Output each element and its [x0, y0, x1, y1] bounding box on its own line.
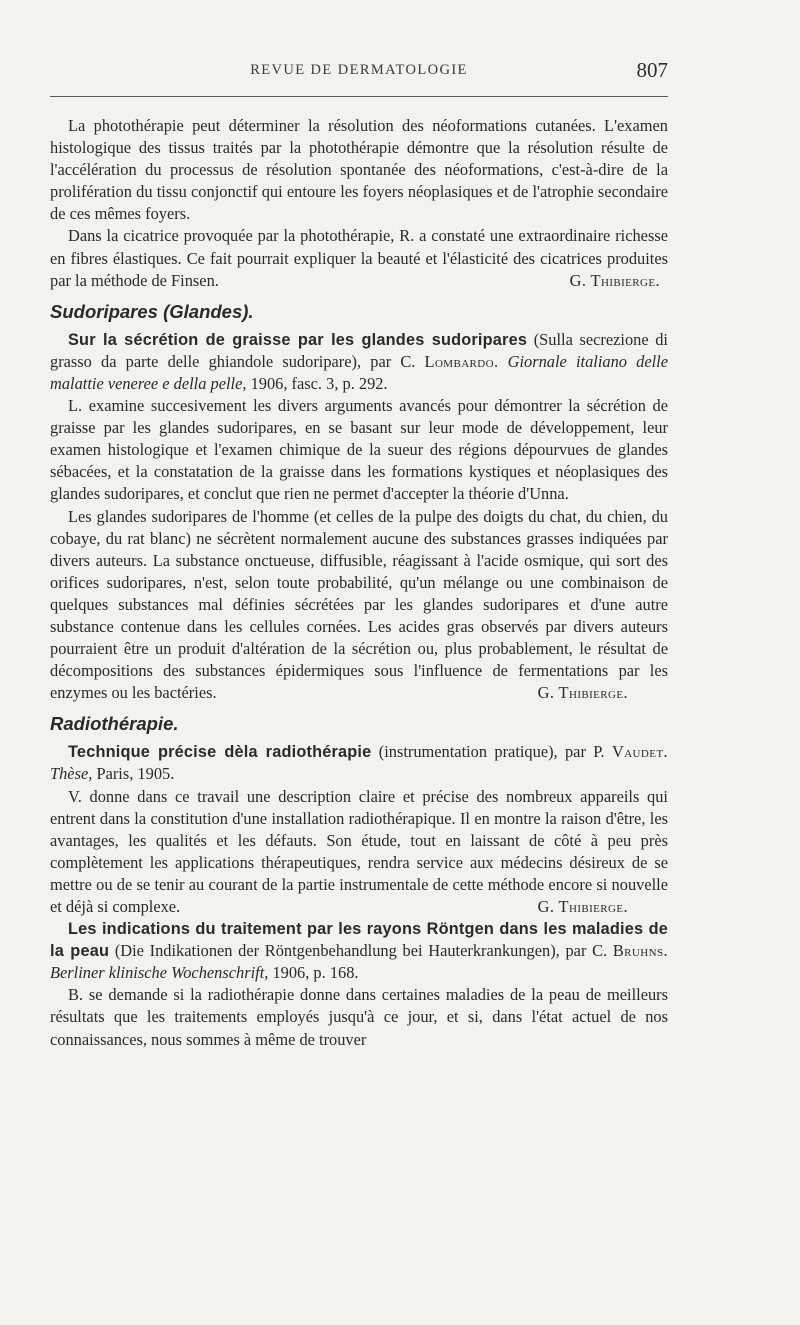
- author-name: Vaudet.: [611, 742, 668, 762]
- article-title: Sur la sécrétion de graisse par les glandes sudoripares: [68, 330, 528, 349]
- journal-name: Giornale italiano delle malattie veneree e della pelle,: [50, 351, 668, 393]
- citation-text: (instrumentation pratique), par P.: [378, 742, 605, 762]
- paragraph: [50, 225, 668, 291]
- citation-details: 1906, p. 168.: [272, 963, 359, 983]
- article-title: Technique précise dèla radiothérapie: [68, 743, 372, 762]
- body-text: [50, 115, 668, 1051]
- citation-details: Paris, 1905.: [96, 764, 175, 784]
- paragraph: B. se demande si la radiothérapie donne dans certaines maladies de la peau de meilleurs résultats que les traitements employés jusqu'à ce jour, et si, dans l'état actuel de nos connaissances, nous sommes à même de trouver: [50, 985, 668, 1049]
- signature: G. Thibierge.: [537, 683, 628, 703]
- page-number: 807: [636, 58, 668, 82]
- paragraph: La photothérapie peut déterminer la résolution des néoformations cutanées. L'examen histologique des tissus traités par la photothérapie démontre que la résolution résulte de l'accélération du processus de résolution spontanée des néoformations, c'est-à-dire de la prolifération du tissu conjonctif qui entoure les foyers néoplasiques et de l'atrophie secondaire de ces mêmes foyers.: [50, 116, 668, 224]
- author-name: Lombardo.: [424, 351, 499, 371]
- signature: G. Thibierge.: [569, 270, 660, 290]
- citation-text: (Sulla secrezione di grasso da parte delle ghiandole sudoripare), par C.: [50, 329, 668, 371]
- running-title: REVUE DE DERMATOLOGIE: [250, 62, 468, 78]
- signature: G. Thibierge.: [537, 897, 628, 916]
- citation-text: (Die Indikationen der Röntgenbehandlung bei Hauterkrankungen), par C.: [114, 941, 608, 961]
- article-citation: [50, 918, 668, 984]
- paragraph-text: Les glandes sudoripares de l'homme (et celles de la pulpe des doigts du chat, du chien, du cobaye, du rat blanc) ne sécrètent normalement aucune des substances grasses indiquées par divers auteurs. La substance onctueuse, diffusible, réagissant à l'acide osmique, qui sort des orifices sudoripares, n'est, selon toute probabilité, qu'un mélange ou une combinaison de quelques substances mal définies sécrétées par les glandes sudoripares et d'une autre substance contenue dans les cellules cornées. Les acides gras observés par divers auteurs pourraient être un produit d'altération de la sécrétion ou, plus probablement, le résultat de décompositions des substances épidermiques sous l'influence de fermentations par les enzymes ou les bactéries.: [50, 506, 668, 703]
- paragraph: L. examine succesivement les divers arguments avancés pour démontrer la sécrétion de graisse par les glandes sudoripares, en se basant sur leur mode de développement, leur examen histologique et l'examen chimique de la sueur des régions dépourvues de glandes sébacées, et la constatation de la graisse dans les formations kystiques et néoplasiques des glandes sudoripares, et conclut que rien ne permet d'accepter la théorie d'Unna.: [50, 396, 668, 504]
- paragraph: [50, 786, 668, 919]
- paragraph-text: Dans la cicatrice provoquée par la photothérapie, R. a constaté une extraordinaire richesse en fibres élastiques. Ce fait pourrait expliquer la beauté et l'élasticité des cicatrices produites par la méthode de Finsen.: [50, 226, 668, 290]
- header-rule: [50, 96, 668, 97]
- work-title: Thèse,: [50, 764, 93, 784]
- citation-details: 1906, fasc. 3, p. 292.: [250, 373, 388, 393]
- article-title: Les indications du traitement par les rayons Röntgen dans les maladies de la peau: [50, 920, 668, 961]
- section-heading: Sudoripares (Glandes).: [50, 300, 254, 322]
- paragraph-text: V. donne dans ce travail une description claire et précise des nombreux appareils qui entrent dans la constitution d'une installation radiothérapique. Il en montre la raison d'être, les avantages, les qualités et les défauts. Son étude, tout en laissant de côté à peu près complètement les applications thérapeutiques, rendra service aux médecins désireux de se mettre ou de se tenir au courant de la partie instrumentale de cette méthode encore si nouvelle et déjà si complexe.: [50, 786, 668, 916]
- page-header: [50, 58, 668, 88]
- paragraph: [50, 506, 668, 705]
- article-citation: [50, 329, 668, 395]
- author-name: Bruhns.: [612, 941, 668, 961]
- section-heading: Radiothérapie.: [50, 713, 179, 735]
- article-citation: [50, 741, 668, 785]
- journal-name: Berliner klinische Wochenschrift,: [50, 963, 269, 983]
